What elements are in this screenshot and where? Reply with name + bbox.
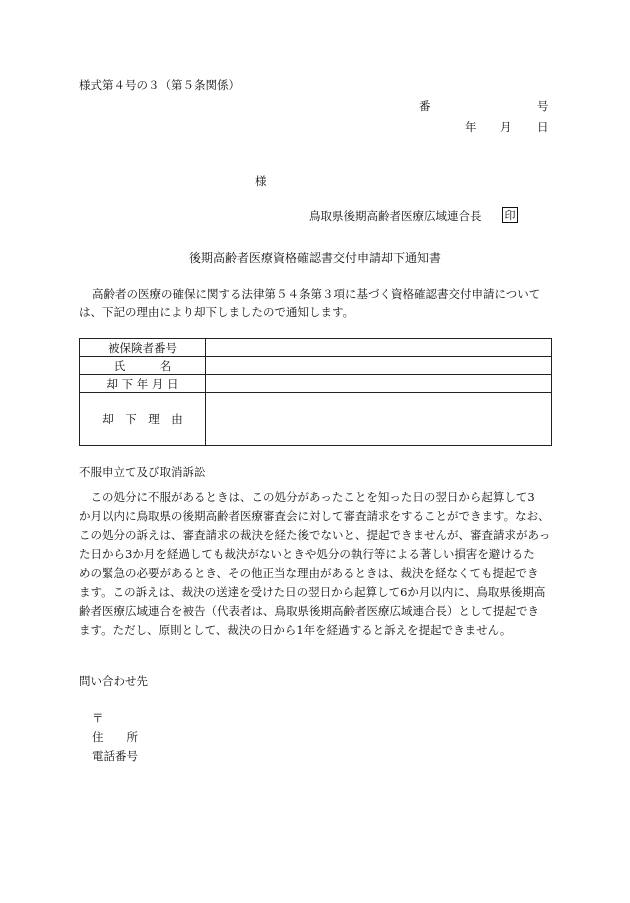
objection-line: めの緊急の必要があるとき、その他正当な理由があるときは、裁決を経なくても提起でき (79, 566, 539, 580)
objection-line: この処分に不服があるときは、この処分があったことを知った日の翌日から起算して3 (79, 490, 535, 504)
seal-stamp (502, 207, 518, 223)
seal-label: 印 (504, 208, 516, 222)
document-number-suffix: 号 (537, 99, 549, 113)
address-label: 住 所 (92, 730, 138, 744)
insured-number-label: 被保険者番号 (80, 339, 206, 357)
date-year-label: 年 (465, 120, 477, 134)
intro-paragraph (79, 285, 554, 321)
objection-line: か月以内に鳥取県の後期高齢者医療審査会に対して審査請求をすることができます。なお、 (79, 509, 550, 523)
rejection-reason-label: 却 下 理 由 (80, 393, 206, 446)
name-label: 氏 名 (80, 357, 206, 375)
phone-label: 電話番号 (92, 749, 138, 763)
objection-paragraph (79, 488, 554, 640)
form-number-label: 様式第４号の３（第５条関係） (79, 78, 240, 92)
objection-line: 齢者医療広域連合を被告（代表者は、鳥取県後期高齢者医療広域連合長）として提起でき (79, 604, 539, 618)
objection-heading: 不服申立て及び取消訴訟 (79, 465, 206, 479)
insured-number-value (206, 339, 552, 357)
rejection-date-value (206, 375, 552, 393)
objection-line: この処分の訴えは、審査請求の裁決を経た後でないと、提起できませんが、審査請求があっ (79, 528, 551, 542)
recipient-honorific: 様 (255, 174, 267, 188)
contact-heading: 問い合わせ先 (79, 674, 148, 688)
rejection-reason-value (206, 393, 552, 446)
date-day-label: 日 (537, 120, 549, 134)
objection-line: ます。この訴えは、裁決の送達を受けた日の翌日から起算して6か月以内に、鳥取県後期高 (79, 585, 546, 599)
table-row (80, 339, 552, 357)
postal-mark: 〒 (92, 711, 104, 725)
rejection-date-label: 却 下 年 月 日 (80, 375, 206, 393)
issuer-name: 鳥取県後期高齢者医療広域連合長 (309, 209, 482, 223)
document-title: 後期高齢者医療資格確認書交付申請却下通知書 (188, 251, 441, 265)
intro-line: 高齢者の医療の確保に関する法律第５４条第３項に基づく資格確認書交付申請について (92, 287, 541, 301)
table-row (80, 357, 552, 375)
table-row (80, 375, 552, 393)
table-row (80, 393, 552, 446)
details-table (79, 338, 552, 446)
objection-line: ます。ただし、原則として、裁決の日から1年を経過すると訴えを提起できません。 (79, 623, 512, 637)
name-value (206, 357, 552, 375)
document-number-label: 番 (419, 99, 431, 113)
objection-line: た日から3か月を経過しても裁決がないときや処分の執行等による著しい損害を避けるた (79, 547, 535, 561)
intro-line: は、下記の理由により却下しましたので通知します。 (79, 305, 355, 319)
date-month-label: 月 (500, 120, 512, 134)
